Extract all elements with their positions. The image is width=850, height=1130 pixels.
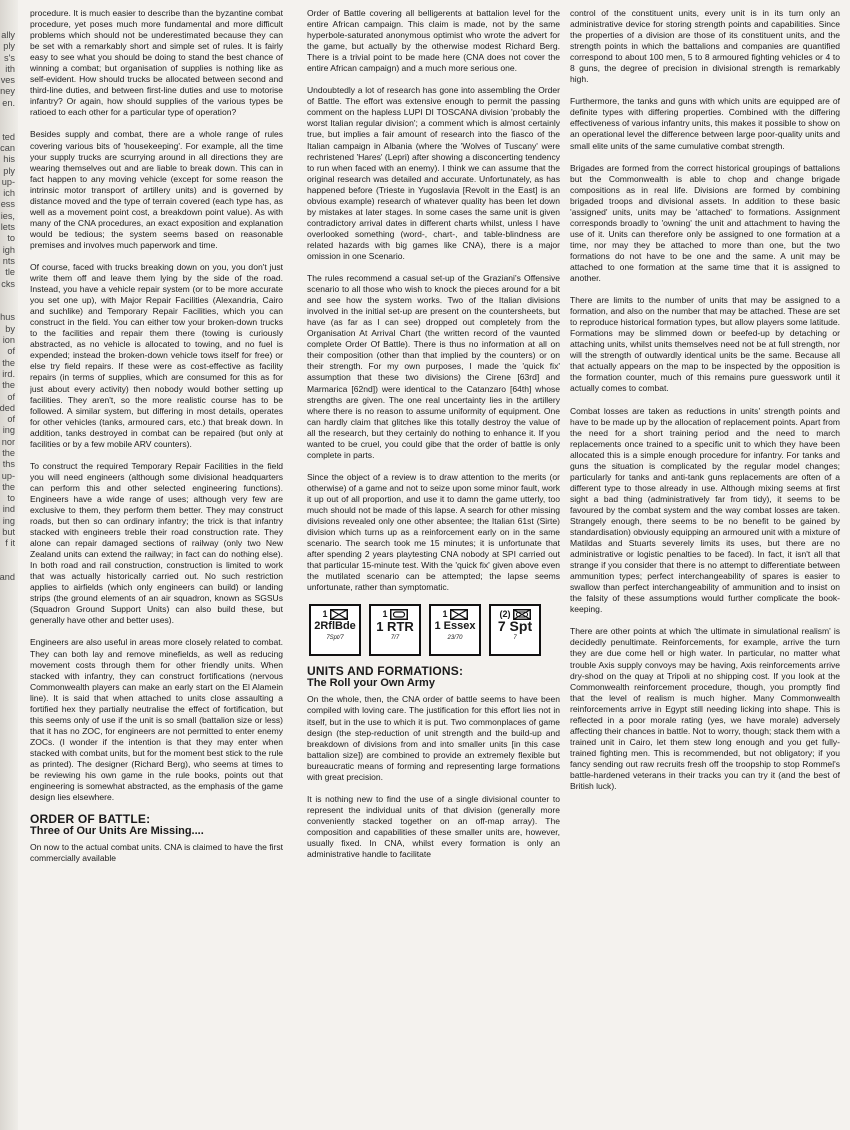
gutter-fragment: ion bbox=[2, 335, 15, 346]
gutter-fragment: to bbox=[7, 493, 15, 504]
column-2 bbox=[307, 8, 560, 1108]
paragraph: It is nothing new to find the use of a single divisional counter to represent the individual units of that division (generally more conveniently stacked together on an off-map array). The composition and capabilities of these smaller units are, however, usually fixed. In CNA, whilst every formation is only an administrative handle to facilitate bbox=[307, 793, 560, 860]
subheading-roll-your-own-army: The Roll your Own Army bbox=[307, 677, 435, 690]
counter-size: (2) bbox=[499, 609, 511, 620]
gutter-fragment: to bbox=[7, 233, 15, 244]
gutter-fragment: tle bbox=[5, 267, 15, 278]
gutter-fragment: lets bbox=[0, 222, 15, 233]
unit-counter bbox=[429, 604, 481, 656]
counter-name: 2RflBde bbox=[314, 620, 356, 633]
gutter-fragment bbox=[0, 550, 15, 561]
gutter-fragment: en. bbox=[2, 97, 15, 108]
gutter-fragment: his bbox=[3, 154, 15, 165]
gutter-fragment: the bbox=[2, 357, 15, 368]
gutter-fragment: f it bbox=[5, 538, 15, 549]
paragraph: Since the object of a review is to draw attention to the merits (or otherwise) of a game and not to seize upon some minor fault, work it up out of all proportion, and use it to damn the game utterly, too much should not be made of this lapse. A search for other missing divisions revealed only one other absentee; the Italian 61st (Sirte) division which turns up as a reinforcement early on in the same scenario. The search took me 15 minutes; it is unfortunate that after spending 2 years playtesting CNA nobody at SPI carried out that particular 15-minute test. With the 'quick fix' given above even the mutilated scenario can be attempted; the lapse seems unfortunate, rather than symptomatic. bbox=[307, 471, 560, 593]
unit-counter bbox=[489, 604, 541, 656]
gutter-fragment: up- bbox=[1, 470, 15, 481]
counter-name: 1 Essex bbox=[434, 620, 476, 633]
paragraph: The rules recommend a casual set-up of the Graziani's Offensive scenario to all those who wish to knock the pieces around for a bit and see how the system works. Two of the Italian divisions involved in the initial set-up are present on the countersheets, but have (as far as I can see) dropped out completely from the Organisation At Arrival Chart (the written record of the vaunted complete Order Of Battle). There is thus no information at all on their composition (other than that implied by the counters) or on their strength. For my own purposes, I made the 'quick fix' assumption that these two divisions) the Cirene [63rd] and Marmarica [62nd]) were identical to the Catanzaro [64th] whose strengths are given. The one real uncertainty lies in the artillery where there is no reason to assume uniformity of equipment. One can hardly claim that glitches like this totally destroy the value of all the research, but they certainly do nothing to enhance it. If you wanted to be cruel, you could gibe that the order of battle is only complete in parts. bbox=[307, 273, 560, 460]
paragraph: Engineers are also useful in areas more closely related to combat. They can both lay and remove minefields, as well as reducing movement costs through them for other friendly units. When stacked with infantry, they can construct fortifications (nervous Commonwealth players can make an early start on the El Alamein line). It is said that when attached to units close assaulting a fortified hex they partially neutralise the effect of fortification, but this seems only of use if the unit is so small (battalion size or less) that it has no ZOC, for engineers are not permitted to enter enemy ZOCs. (I wonder if the intention is that they may enter when stacked with combat units, but for the moment best stick to the rule as printed). The designer (Richard Berg), who seems at times to be reviewing his own game in the rule books, points out that engineering is somewhat abstracted, as the emphasis of the game design lies elsewhere. bbox=[30, 637, 283, 803]
section-heading-units-and-formations: UNITS AND FORMATIONS: bbox=[307, 664, 464, 679]
gutter-fragment: ird. bbox=[2, 368, 15, 379]
gutter-fragment: ply bbox=[3, 41, 15, 52]
paragraph: procedure. It is much easier to describe than the byzantine combat procedure, yet poses much more fundamental and more difficult problems which should not be underestimated because they can be set with a remarkably short and simple set of rules. It is fairly easy to see what you should be doing to stand the best chance of winning a combat; but organisation of supplies is nothing like as self-evident. How should trucks be allocated between second and third-line duties, and between first-line duties and use to motorise infantry? Or again, how should supplies of the various types be ratioed to each other for a particular type of operation? bbox=[30, 8, 283, 118]
gutter-fragment: ded bbox=[0, 402, 15, 413]
gutter-fragment: ing bbox=[2, 515, 15, 526]
paragraph: Brigades are formed from the correct historical groupings of battalions but the Commonwealth is able to chop and change brigade compositions as in real life. Divisions are formed by combining brigaded troops and divisional assets. In addition to these basic 'assigned' units, units may be 'attached' to formations. Assignment corresponds broadly to 'owning' the unit and attachment to having the use of it. Units can therefore only be assigned to one formation at a time, nor may they be attached to more than one, but the two formations do not have to be one and the same. A unit may be attached to one formation at the same time that it is assigned to another. bbox=[570, 162, 840, 284]
paragraph: control of the constituent units, every unit is in its turn only an administrative device for storing strength points and capabilities. Since the properties of a division are those of its constituent units, and the strength points in which the battalions and companies are quantified correspond to about 100 men, 5 to 8 armoured fighting vehicles or 4 to 8 guns, the degree of precision in divisional strength is remarkably high. bbox=[570, 8, 840, 85]
gutter-fragment: and bbox=[0, 572, 15, 583]
counter-parent: 7 bbox=[513, 635, 517, 642]
gutter-fragment: ing bbox=[2, 425, 15, 436]
gutter-fragment: ith bbox=[5, 63, 15, 74]
paragraph: To construct the required Temporary Repair Facilities in the field you will need engineers (although some divisional headquarters can perform this and other selected engineering functions). Engineers have a wide range of uses; although very few are exclusive to them, they perform them better. They may construct roads, but then so can ordinary infantry; the trick is that infantry stacked with engineers treble their road construction rate. They alone can repair damaged sections of railway (only two New Zealand units can extend the railway; in fact can do nothing else). In both road and rail construction, construction is limited to work that was actually historically carried out. No such restriction applies to airfields (which only engineers can build) or landing strips (the ground elements of an air squadron, known as SGSUs (Squadron Ground Support Units) can also build these, but generally have other and better uses). bbox=[30, 460, 283, 626]
counter-name: 1 RTR bbox=[376, 619, 414, 635]
counter-parent: 7/7 bbox=[390, 635, 400, 642]
infantry-symbol-icon bbox=[450, 609, 468, 620]
gutter-fragment: ess bbox=[0, 199, 15, 210]
infantry-symbol-icon bbox=[330, 609, 348, 620]
gutter-fragment: the bbox=[2, 481, 15, 492]
column-1 bbox=[30, 8, 283, 1108]
gutter-fragment: igh bbox=[2, 244, 15, 255]
gutter-fragment: ply bbox=[3, 165, 15, 176]
gutter-fragment: but bbox=[2, 527, 15, 538]
gutter-fragment: can bbox=[0, 142, 15, 153]
gutter-fragment: ich bbox=[3, 188, 15, 199]
gutter-fragment: ies, bbox=[0, 210, 15, 221]
gutter-fragment: ind bbox=[2, 504, 15, 515]
gutter-fragment bbox=[0, 120, 15, 131]
counter-size: 1 bbox=[442, 609, 448, 620]
counter-size: 1 bbox=[382, 609, 388, 620]
gutter-fragment: the bbox=[2, 380, 15, 391]
paragraph: Of course, faced with trucks breaking down on you, you don't just write them off and leave them lying by the side of the road. Instead, you have a vehicle repair system (or to be more accurate you set one up), with Major Repair Facilities (Alexandria, Cairo and suchlike) and Temporary Repair Facilities, which you can construct in the field. You can either tow your broken-down trucks to the facilities and repair them there (towing is curiously abstracted, as no vehicle is allocated to towing, and no fuel is expended; instead the broken-down vehicle tows itself for free) or else try field repairs. If these were as cost-effective as facility repairs (in terms of supplies, which are consumed for this as for just about every activity) then nobody would bother setting up facilities. They aren't, so the more realistic course has to be followed. A similar system, but differing in most details, operates for other vehicles (tanks, armoured cars, etc.) that break down. In addition, tanks destroyed in combat can be repaired (but only at facilities or by a few mobile ARV counters). bbox=[30, 261, 283, 449]
gutter-fragment: the bbox=[2, 447, 15, 458]
counter-parent: 7Spt/7 bbox=[326, 635, 344, 642]
paragraph: Combat losses are taken as reductions in units' strength points and have to be made up by the allocation of replacement points. Apart from the need for a short training period and the need to march replacements once trained to a specific unit to which they have been allocated this is a simple enough procedure for infantry. For tanks and guns the situation is complicated by the regular model changes; particularly for tanks and anti-tank guns replacements are often of a different type to those already in use. Although mixing seems at first sight a bad thing (administratively far from tidy), it seems to be favoured by the combat system and the way combat losses are taken. Strangely enough, there seems to be no benefit to be gained by standardisation) obviously equipping an armoured unit with a mixture of Matildas and Stuarts severely limits its uses, but there are no administrative or logistic penalties to be faced). In fact, it isn't all that strange if you consider that there is no attempt to differentiate between ammunition types; perfect interchangeability of spares is easier to swallow than perfect interchangeability of ammunition and to insist on the falsity of these assumptions would further complicate the book-keeping. bbox=[570, 405, 840, 615]
paragraph: Order of Battle covering all belligerents at battalion level for the entire African campaign. This claim is made, not by the same hyperbole-saturated anonymous optimist who wrote the advert for the game, but actually by the otherwise modest Richard Berg. There is a trivial point to be made here (CNA does not cover the entire African campaign) and a much more serious one. bbox=[307, 8, 560, 74]
section-heading-order-of-battle: ORDER OF BATTLE: bbox=[30, 812, 151, 827]
gutter-fragment: ney bbox=[0, 86, 15, 97]
paragraph: Undoubtedly a lot of research has gone into assembling the Order of Battle. The effort was extensive enough to permit the passing comment on the hapless LUPI DI TOSCANA division 'probably the worst Italian regular division'; a comment which is almost certainly true, but implies a fair amount of research into the fiasco of the Italian campaign in Albania (where the 'Wolves of Tuscany' were rechristened 'Hares' (Lepri) after showing a disconcerting tendency to run when faced with an enemy). I think we can assume that the original research was detailed and accurate. Unfortunately, as has happened before (Trieste in Yugoslavia [Revolt in the East] is an obvious example) research of whatever quality has been let down by mistakes at later stages. In some cases the same unit is given contradictory arrival dates in different charts whilst, unless I have overlooked something (word-, chart-, and table-blindness are related hazards with big games like CNA), there is a major omission in one Scenario. bbox=[307, 85, 560, 261]
gutter-fragment: hus bbox=[0, 312, 15, 323]
gutter-fragment: s's bbox=[4, 52, 15, 63]
unit-counter bbox=[369, 604, 421, 656]
paragraph: On now to the actual combat units. CNA is claimed to have the first commercially available bbox=[30, 842, 283, 864]
gutter-fragment bbox=[0, 109, 15, 120]
paragraph: There are limits to the number of units that may be assigned to a formation, and also on the number that may be attached. These are set to reproduce historical formation types, but allow players some latitude. Formations may be slimmed down or beefed-up by detaching or attaching units, whilst units themselves need not be at full strength, nor will the strength of outwardly identical units be the same. Because all that actually appears on the map to be inspected by the opposition is the formation counter, much of this remains pure guesswork until it actually comes to combat. bbox=[570, 295, 840, 394]
counter-parent: 23/70 bbox=[447, 635, 463, 642]
gutter-fragment: ves bbox=[0, 75, 15, 86]
gutter-fragment: ted bbox=[2, 131, 15, 142]
subheading-missing-units: Three of Our Units Are Missing.... bbox=[30, 825, 204, 838]
unit-counter-illustration bbox=[309, 604, 560, 656]
gutter-fragment: of bbox=[7, 391, 15, 402]
gutter-fragment bbox=[0, 561, 15, 572]
gutter-fragment: ally bbox=[1, 30, 15, 40]
paragraph: On the whole, then, the CNA order of battle seems to have been compiled with loving care. The justification for this effort lies not in itself, but in the use to which it is put. Two commonplaces of game design (the step-reduction of unit strength and the build-up and breakdown of divisions from and into smaller units [in this case battalion size]) are combined to provide an extremely flexible but bureaucratic means of forming and representing large formations with great precision. bbox=[307, 694, 560, 782]
paragraph: There are other points at which 'the ultimate in simulational realism' is decidedly penultimate. Reinforcements, for example, arrive the turn they are due come hell or high water. In particular, no matter what trouble Axis supply convoys may be having, Axis reinforcements arrive dry-shod on the quay at Tripoli at no shipping cost. If you look at the Commonwealth reinforcement procedure, though, you promptly find that the level of realism is much higher. Many Commonwealth reinforcements arrive in Egypt still needing licking into shape. This is reflected in a poor morale rating (yes, we have morale) adversely affecting their chances in battle. Not to worry, though; stack them with a trained unit in Cairo, let them stew long enough and you get fully-trained fighting men. This is recommended, but not obligatory; if you fancy sending out raw recruits fresh off the troopship to stop Rommel's battle-hardened veterans in their tracks you can try it (and the best of British luck). bbox=[570, 626, 840, 792]
paragraph: Besides supply and combat, there are a whole range of rules covering various bits of 'housekeeping'. For example, all the time your supply trucks are scurrying around in all directions they are wearing themselves out and are liable to break down. This can in fact happen to any moving vehicle (except for some reason the intrinsic motor transport of artillery units) and is governed by distance moved and the type of terrain covered (each type has, as well as a movement point cost, a breakdown point value). As with many of the CNA procedures, an exact exposition and explanation would be tedious; the system seems based on reasonable premises and involves much paperwork and time. bbox=[30, 129, 283, 250]
paragraph: Furthermore, the tanks and guns with which units are equipped are of definite types with differing properties. Combined with the differing effectiveness of various infantry units, this makes it possible to show on an operational level the difference between large poor-quality units and small elite units of the same cumulative combat strength. bbox=[570, 96, 840, 151]
gutter-fragment: nts bbox=[2, 255, 15, 266]
gutter-fragment: up- bbox=[1, 176, 15, 187]
gutter-fragment bbox=[0, 301, 15, 312]
previous-page-edge bbox=[0, 0, 18, 1130]
counter-size: 1 bbox=[322, 609, 328, 620]
gutter-fragment: by bbox=[5, 323, 15, 334]
gutter-fragment: of bbox=[7, 346, 15, 357]
gutter-fragment: nor bbox=[1, 436, 15, 447]
gutter-fragment bbox=[0, 290, 15, 301]
gutter-fragment: cks bbox=[1, 278, 15, 289]
column-3 bbox=[570, 8, 840, 1108]
gutter-fragment: ths bbox=[2, 459, 15, 470]
counter-name: 7 Spt bbox=[497, 618, 533, 635]
unit-counter bbox=[309, 604, 361, 656]
gutter-fragment: of bbox=[7, 414, 15, 425]
